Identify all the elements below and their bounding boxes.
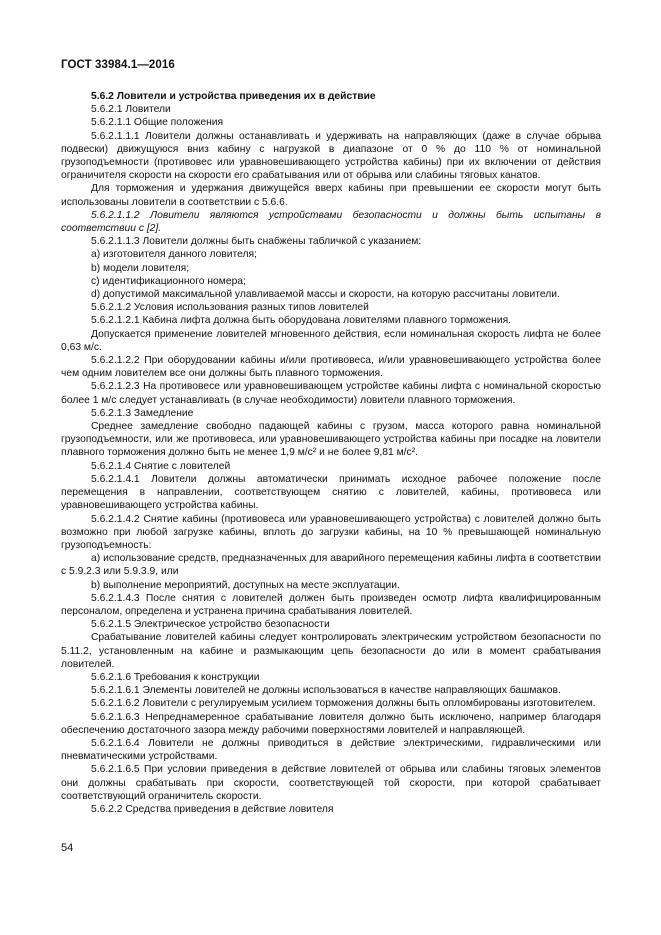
paragraph: Среднее замедление свободно падающей кабины с грузом, масса которого равна номинальной грузоподъемности, или же противовеса, или уравновешивающего устройства кабины при посадке на ловители плавного торможения должно быть не менее 1,9 м/с² и не более 9,81 м/с². — [61, 421, 601, 459]
paragraph: 5.6.2.1.3 Замедление — [91, 407, 194, 419]
paragraph: a) изготовителя данного ловителя; — [91, 249, 257, 261]
paragraph: Для торможения и удержания движущейся вверх кабины при превышении ее скорости могут быть использованы ловители в соответствии с 5.6.6. — [61, 183, 601, 208]
paragraph: 5.6.2.1.4 Снятие с ловителей — [91, 460, 231, 472]
paragraph: 5.6.2.1.4.1 Ловители должны автоматически принимать исходное рабочее положение после перемещения в направлении, соответствующем снятию с ловителей, кабины, противовеса или уравновешивающего устройства кабины. — [61, 473, 601, 512]
paragraph: 5.6.2.1.2.3 На противовесе или уравновешивающем устройстве кабины лифта с номинальной скоростью более 1 м/с следует устанавливать (в случае необходимости) ловители плавного торможения. — [61, 381, 601, 406]
paragraph: b) выполнение мероприятий, доступных на месте эксплуатации. — [91, 579, 400, 591]
paragraph: 5.6.2.1.4.3 После снятия с ловителей должен быть произведен осмотр лифта квалифицированным персоналом, определена и устранена причина срабатывания ловителей. — [61, 592, 601, 617]
paragraph: d) допустимой максимальной улавливаемой массы и скорости, на которую рассчитаны ловители. — [91, 289, 560, 301]
document-header: ГОСТ 33984.1—2016 — [61, 59, 175, 71]
paragraph: 5.6.2.1.4.2 Снятие кабины (противовеса или уравновешивающего устройства) с ловителей должно быть возможно при любой загрузке кабины, вплоть до загрузки кабины, на 10 % превышающей номинальную грузоподъемность: — [61, 513, 601, 551]
paragraph: Допускается применение ловителей мгновенного действия, если номинальная скорость лифта не более 0,63 м/с. — [61, 328, 601, 353]
paragraph: 5.6.2.1.1.1 Ловители должны останавливать и удерживать на направляющих (даже в случае обрыва подвески) движущуюся вниз кабину с нагрузкой в диапазоне от 0 % до 110 % от номинальной грузоподъемности (противовес или уравновешивающего устройства кабины) при их включении от действия ограничителя скорости на скорости его срабатывания или от обрыва или слабины тяговых канатов. — [61, 130, 601, 182]
paragraph: 5.6.2.1.1 Общие положения — [91, 117, 224, 129]
page-number: 54 — [61, 842, 74, 854]
paragraph: 5.6.2.1.6.2 Ловители с регулируемым усилием торможения должны быть опломбированы изготовителем. — [91, 698, 596, 710]
paragraph: 5.6.2.1.1.3 Ловители должны быть снабжены табличкой с указанием: — [91, 236, 422, 248]
paragraph: 5.6.2.1.6.5 При условии приведения в действие ловителей от обрыва или слабины тяговых элементов они должны срабатывать при скорости, соответствующей той скорости, при которой срабатывает соответствующий ограничитель скорости. — [61, 764, 601, 802]
paragraph: 5.6.2.1.6.1 Элементы ловителей не должны использоваться в качестве направляющих башмаков. — [91, 685, 561, 697]
paragraph: 5.6.2.1.6.4 Ловители не должны приводиться в действие электрическими, гидравлическими или пневматическими устройствами. — [61, 737, 601, 763]
paragraph: 5.6.2 Ловители и устройства приведения их в действие — [91, 91, 376, 102]
paragraph: 5.6.2.1.6 Требования к конструкции — [91, 671, 260, 683]
paragraph: 5.6.2.1.1.2 Ловители являются устройствами безопасности и должны быть испытаны в соответствии с [2]. — [61, 209, 601, 235]
paragraph: 5.6.2.1.2.1 Кабина лифта должна быть оборудована ловителями плавного торможения. — [91, 315, 512, 327]
paragraph: b) модели ловителя; — [91, 262, 190, 274]
paragraph: 5.6.2.1 Ловители — [91, 104, 171, 116]
paragraph: Срабатывание ловителей кабины следует контролировать электрическим устройством безопасности по 5.11.2, установленным на кабине и размыкающим цепь безопасности до или в момент срабатывания ловителей. — [61, 632, 601, 670]
paragraph: 5.6.2.1.6.3 Непреднамеренное срабатывание ловителя должно быть исключено, например благодаря обеспечению достаточного зазора между рабочими поверхностями ловителей и направляющей. — [61, 711, 601, 736]
paragraph: 5.6.2.1.5 Электрическое устройство безопасности — [91, 619, 330, 631]
paragraph: a) использование средств, предназначенных для аварийного перемещения кабины лифта в соответствии с 5.9.2.3 или 5.9.3.9, или — [61, 553, 601, 578]
paragraph: c) идентификационного номера; — [91, 275, 246, 287]
document-body — [61, 90, 601, 816]
paragraph: 5.6.2.1.2 Условия использования разных типов ловителей — [91, 302, 369, 314]
paragraph: 5.6.2.1.2.2 При оборудовании кабины и/или противовеса, и/или уравновешивающего устройства более чем одним ловителем все они должны быть плавного торможения. — [61, 355, 601, 380]
paragraph: 5.6.2.2 Средства приведения в действие ловителя — [91, 803, 334, 815]
